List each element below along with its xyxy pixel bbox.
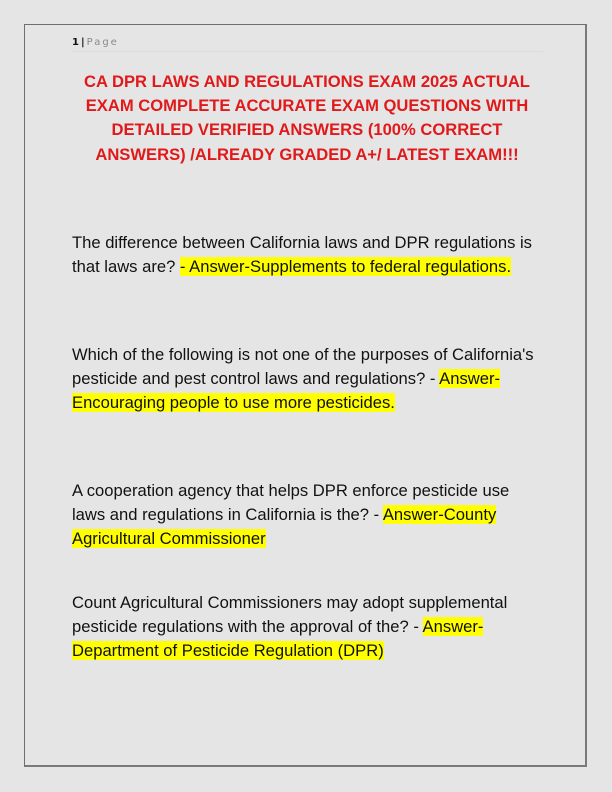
page-number: 1 [72,37,79,48]
answer-highlight: Answer-Department of Pesticide Regulation (DPR) [72,617,484,661]
qa-item [72,231,542,279]
qa-item [72,591,542,664]
question-text: The difference between California laws and DPR regulations is that laws are? [72,233,532,277]
answer-prefix: - [413,617,423,637]
page-header [72,36,543,52]
page-label: Page [86,37,119,48]
page-separator: | [80,37,85,48]
answer-highlight: Answer-Encouraging people to use more pesticides. [72,369,501,413]
question-text: Count Agricultural Commissioners may adopt supplemental pesticide regulations with the approval of the? [72,593,508,637]
document-title: CA DPR LAWS AND REGULATIONS EXAM 2025 ACTUAL EXAM COMPLETE ACCURATE EXAM QUESTIONS WITH DETAILED VERIFIED ANSWERS (100% CORRECT ANSWERS) /ALREADY GRADED A+/ LATEST EXAM!!! [84,72,530,164]
qa-item [72,343,542,416]
question-text: Which of the following is not one of the purposes of California's pesticide and pest control laws and regulations? [72,345,534,389]
answer-highlight: - Answer-Supplements to federal regulations. [179,257,512,277]
answer-prefix: - [429,369,440,389]
answer-prefix: - [373,505,383,525]
qa-item [72,479,542,552]
question-text: A cooperation agency that helps DPR enforce pesticide use laws and regulations in California is the? [72,481,510,525]
answer-highlight: Answer-County Agricultural Commissioner [72,505,497,549]
